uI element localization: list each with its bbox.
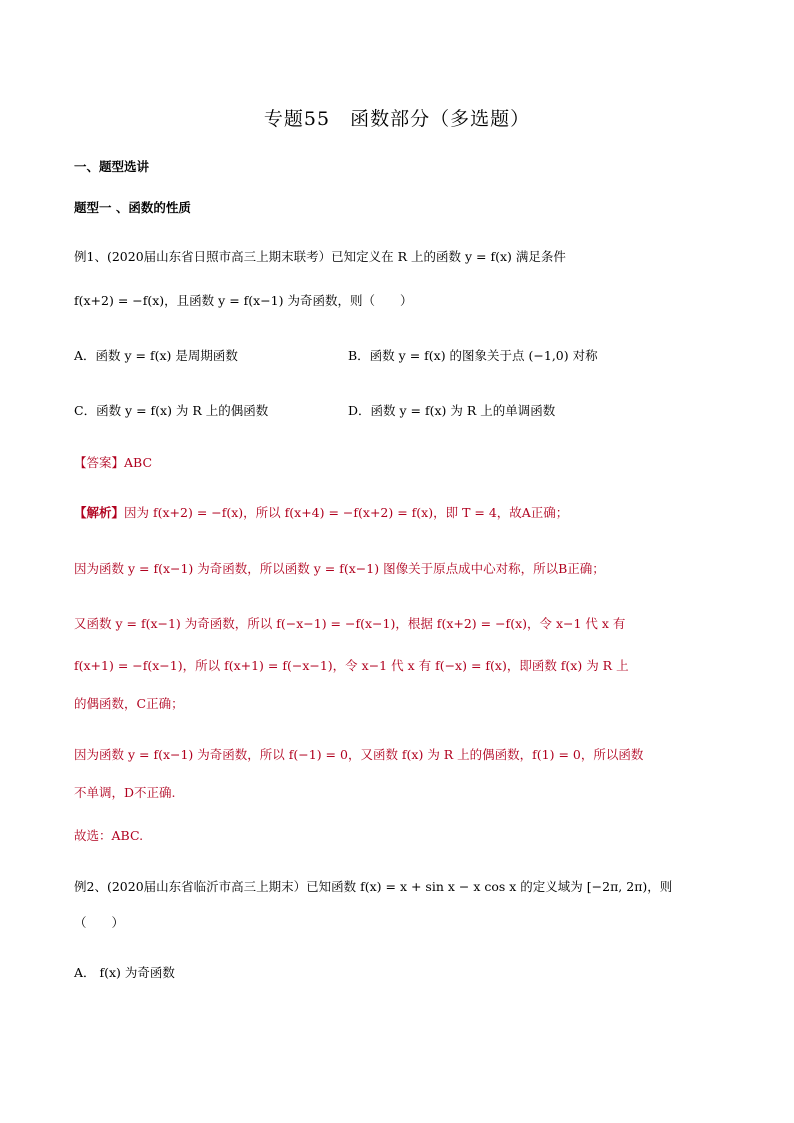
example1-option-c: C．函数 y = f(x) 为 R 上的偶函数 <box>74 403 269 418</box>
example1-answer: 【答案】ABC <box>74 455 153 470</box>
example1-analysis-line3a: 又函数 y = f(x−1) 为奇函数，所以 f(−x−1) = −f(x−1)，根据 f(x+2) = −f(x)，令 x−1 代 x 有 <box>74 616 626 631</box>
example1-analysis-line2: 因为函数 y = f(x−1) 为奇函数，所以函数 y = f(x−1) 图像关于原点成中心对称，所以B正确； <box>74 561 605 576</box>
example1-option-a: A．函数 y = f(x) 是周期函数 <box>74 348 238 363</box>
example2-stem-line2: （ ） <box>74 915 125 930</box>
example1-analysis-line1 <box>74 503 568 521</box>
page-title: 专题55 函数部分（多选题） <box>263 108 531 130</box>
example1-conclusion: 故选：ABC. <box>74 828 144 843</box>
example2-option-a: A． f(x) 为奇函数 <box>74 965 175 980</box>
example1-option-d: D．函数 y = f(x) 为 R 上的单调函数 <box>348 403 556 418</box>
example1-analysis-line3c: 的偶函数，C正确； <box>74 696 184 711</box>
example1-stem-line2: f(x+2) = −f(x)，且函数 y = f(x−1) 为奇函数，则（ ） <box>74 293 413 308</box>
question-type-heading: 题型一 、函数的性质 <box>74 200 191 215</box>
analysis-label: 【解析】 <box>74 505 125 520</box>
example2-stem-line1: 例2、(2020届山东省临沂市高三上期末）已知函数 f(x) = x + sin x − x cos x 的定义域为 [−2π, 2π)，则 <box>74 879 673 894</box>
example1-analysis-line4b: 不单调，D不正确. <box>74 785 176 800</box>
example1-analysis-line3b: f(x+1) = −f(x−1)，所以 f(x+1) = f(−x−1)，令 x−1 代 x 有 f(−x) = f(x)，即函数 f(x) 为 R 上 <box>74 658 629 673</box>
example1-stem-line1: 例1、(2020届山东省日照市高三上期末联考）已知定义在 R 上的函数 y = f(x) 满足条件 <box>74 249 566 264</box>
section-heading: 一、题型选讲 <box>74 159 150 174</box>
example1-option-b: B．函数 y = f(x) 的图象关于点 (−1,0) 对称 <box>348 348 598 363</box>
analysis-text-1: 因为 f(x+2) = −f(x)，所以 f(x+4) = −f(x+2) = f(x)，即 T = 4，故A正确； <box>124 505 569 520</box>
example1-analysis-line4a: 因为函数 y = f(x−1) 为奇函数，所以 f(−1) = 0，又函数 f(x) 为 R 上的偶函数，f(1) = 0，所以函数 <box>74 747 644 762</box>
